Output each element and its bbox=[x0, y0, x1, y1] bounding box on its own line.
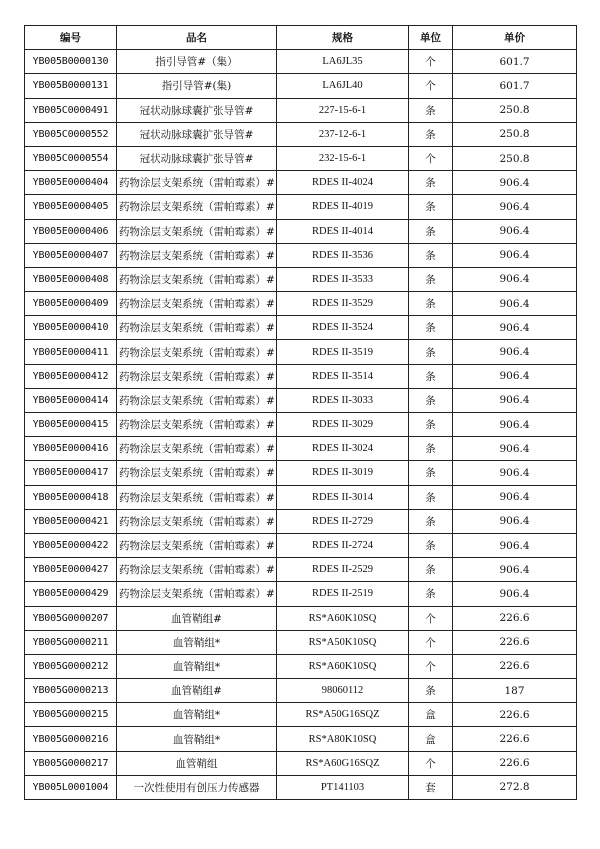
table-row bbox=[25, 146, 577, 170]
price-cell: 906.4 bbox=[453, 219, 577, 243]
name-cell: 指引导管#(集) bbox=[117, 74, 277, 98]
name-cell: 一次性使用有创压力传感器 bbox=[117, 775, 277, 799]
spec-cell: RS*A50G16SQZ bbox=[277, 703, 409, 727]
code-cell: YB005C0000554 bbox=[25, 146, 117, 170]
name-cell: 血管鞘组* bbox=[117, 703, 277, 727]
spec-cell: RS*A60G16SQZ bbox=[277, 751, 409, 775]
spec-cell: RDES II-3536 bbox=[277, 243, 409, 267]
table-row bbox=[25, 437, 577, 461]
unit-cell: 个 bbox=[409, 630, 453, 654]
price-cell: 906.4 bbox=[453, 292, 577, 316]
name-cell: 药物涂层支架系统（雷帕霉素）# bbox=[117, 316, 277, 340]
spec-cell: RDES II-2519 bbox=[277, 582, 409, 606]
unit-cell: 条 bbox=[409, 509, 453, 533]
unit-cell: 条 bbox=[409, 219, 453, 243]
code-cell: YB005E0000407 bbox=[25, 243, 117, 267]
price-cell: 906.4 bbox=[453, 316, 577, 340]
unit-cell: 条 bbox=[409, 195, 453, 219]
spec-cell: RDES II-3019 bbox=[277, 461, 409, 485]
price-cell: 226.6 bbox=[453, 606, 577, 630]
code-cell: YB005E0000408 bbox=[25, 267, 117, 291]
spec-cell: RDES II-3514 bbox=[277, 364, 409, 388]
code-cell: YB005C0000491 bbox=[25, 98, 117, 122]
name-cell: 药物涂层支架系统（雷帕霉素）# bbox=[117, 292, 277, 316]
code-cell: YB005C0000552 bbox=[25, 122, 117, 146]
table-row bbox=[25, 630, 577, 654]
spec-cell: RDES II-3533 bbox=[277, 267, 409, 291]
code-cell: YB005E0000412 bbox=[25, 364, 117, 388]
unit-cell: 条 bbox=[409, 413, 453, 437]
unit-cell: 条 bbox=[409, 292, 453, 316]
table-row bbox=[25, 219, 577, 243]
header-name: 品名 bbox=[117, 26, 277, 50]
price-cell: 250.8 bbox=[453, 98, 577, 122]
code-cell: YB005E0000410 bbox=[25, 316, 117, 340]
price-cell: 906.4 bbox=[453, 340, 577, 364]
table-row bbox=[25, 485, 577, 509]
unit-cell: 条 bbox=[409, 98, 453, 122]
price-cell: 906.4 bbox=[453, 509, 577, 533]
table-row bbox=[25, 122, 577, 146]
name-cell: 血管鞘组# bbox=[117, 679, 277, 703]
code-cell: YB005G0000215 bbox=[25, 703, 117, 727]
code-cell: YB005E0000418 bbox=[25, 485, 117, 509]
price-cell: 906.4 bbox=[453, 364, 577, 388]
spec-cell: RDES II-3529 bbox=[277, 292, 409, 316]
code-cell: YB005E0000421 bbox=[25, 509, 117, 533]
spec-cell: 227-15-6-1 bbox=[277, 98, 409, 122]
price-cell: 906.4 bbox=[453, 413, 577, 437]
code-cell: YB005G0000216 bbox=[25, 727, 117, 751]
unit-cell: 条 bbox=[409, 171, 453, 195]
price-cell: 272.8 bbox=[453, 775, 577, 799]
table-row bbox=[25, 461, 577, 485]
unit-cell: 条 bbox=[409, 437, 453, 461]
price-cell: 601.7 bbox=[453, 50, 577, 74]
spec-cell: RS*A50K10SQ bbox=[277, 630, 409, 654]
code-cell: YB005B0000130 bbox=[25, 50, 117, 74]
code-cell: YB005E0000404 bbox=[25, 171, 117, 195]
name-cell: 药物涂层支架系统（雷帕霉素）# bbox=[117, 461, 277, 485]
table-row bbox=[25, 50, 577, 74]
unit-cell: 个 bbox=[409, 74, 453, 98]
code-cell: YB005G0000213 bbox=[25, 679, 117, 703]
spec-cell: RDES II-3524 bbox=[277, 316, 409, 340]
name-cell: 药物涂层支架系统（雷帕霉素）# bbox=[117, 340, 277, 364]
unit-cell: 条 bbox=[409, 243, 453, 267]
spec-cell: RDES II-2724 bbox=[277, 533, 409, 557]
spec-cell: PT141103 bbox=[277, 775, 409, 799]
spec-cell: RDES II-3024 bbox=[277, 437, 409, 461]
name-cell: 药物涂层支架系统（雷帕霉素）# bbox=[117, 558, 277, 582]
price-cell: 226.6 bbox=[453, 654, 577, 678]
table-row bbox=[25, 267, 577, 291]
table-row bbox=[25, 364, 577, 388]
name-cell: 血管鞘组* bbox=[117, 654, 277, 678]
unit-cell: 条 bbox=[409, 485, 453, 509]
code-cell: YB005G0000211 bbox=[25, 630, 117, 654]
price-cell: 226.6 bbox=[453, 703, 577, 727]
spec-cell: RDES II-3033 bbox=[277, 388, 409, 412]
price-cell: 906.4 bbox=[453, 582, 577, 606]
unit-cell: 个 bbox=[409, 751, 453, 775]
name-cell: 药物涂层支架系统（雷帕霉素）# bbox=[117, 267, 277, 291]
table-row bbox=[25, 679, 577, 703]
name-cell: 药物涂层支架系统（雷帕霉素）# bbox=[117, 582, 277, 606]
code-cell: YB005E0000429 bbox=[25, 582, 117, 606]
code-cell: YB005L0001004 bbox=[25, 775, 117, 799]
table-row bbox=[25, 316, 577, 340]
price-cell: 906.4 bbox=[453, 461, 577, 485]
code-cell: YB005E0000416 bbox=[25, 437, 117, 461]
price-cell: 601.7 bbox=[453, 74, 577, 98]
spec-cell: RS*A80K10SQ bbox=[277, 727, 409, 751]
unit-cell: 个 bbox=[409, 146, 453, 170]
code-cell: YB005E0000417 bbox=[25, 461, 117, 485]
table-row bbox=[25, 533, 577, 557]
price-cell: 906.4 bbox=[453, 388, 577, 412]
unit-cell: 条 bbox=[409, 582, 453, 606]
table-row bbox=[25, 195, 577, 219]
table-row bbox=[25, 654, 577, 678]
table-row bbox=[25, 74, 577, 98]
unit-cell: 条 bbox=[409, 316, 453, 340]
table-row bbox=[25, 751, 577, 775]
spec-cell: RDES II-3519 bbox=[277, 340, 409, 364]
table-row bbox=[25, 582, 577, 606]
price-cell: 906.4 bbox=[453, 533, 577, 557]
table-row bbox=[25, 775, 577, 799]
price-cell: 250.8 bbox=[453, 122, 577, 146]
table-row bbox=[25, 558, 577, 582]
table-row bbox=[25, 509, 577, 533]
unit-cell: 个 bbox=[409, 654, 453, 678]
name-cell: 血管鞘组# bbox=[117, 606, 277, 630]
name-cell: 指引导管#（集） bbox=[117, 50, 277, 74]
price-cell: 906.4 bbox=[453, 437, 577, 461]
unit-cell: 条 bbox=[409, 364, 453, 388]
unit-cell: 条 bbox=[409, 340, 453, 364]
code-cell: YB005E0000414 bbox=[25, 388, 117, 412]
code-cell: YB005E0000405 bbox=[25, 195, 117, 219]
spec-cell: 237-12-6-1 bbox=[277, 122, 409, 146]
name-cell: 冠状动脉球囊扩张导管# bbox=[117, 146, 277, 170]
name-cell: 血管鞘组 bbox=[117, 751, 277, 775]
name-cell: 冠状动脉球囊扩张导管# bbox=[117, 98, 277, 122]
code-cell: YB005G0000217 bbox=[25, 751, 117, 775]
code-cell: YB005E0000411 bbox=[25, 340, 117, 364]
price-cell: 906.4 bbox=[453, 195, 577, 219]
table-body bbox=[25, 50, 577, 800]
name-cell: 药物涂层支架系统（雷帕霉素）# bbox=[117, 533, 277, 557]
price-table bbox=[24, 25, 577, 800]
spec-cell: RDES II-4014 bbox=[277, 219, 409, 243]
spec-cell: RDES II-4024 bbox=[277, 171, 409, 195]
table-row bbox=[25, 606, 577, 630]
name-cell: 血管鞘组* bbox=[117, 727, 277, 751]
code-cell: YB005E0000427 bbox=[25, 558, 117, 582]
price-cell: 187 bbox=[453, 679, 577, 703]
spec-cell: 98060112 bbox=[277, 679, 409, 703]
price-cell: 250.8 bbox=[453, 146, 577, 170]
header-unit: 单位 bbox=[409, 26, 453, 50]
spec-cell: RDES II-2729 bbox=[277, 509, 409, 533]
header-spec: 规格 bbox=[277, 26, 409, 50]
code-cell: YB005E0000406 bbox=[25, 219, 117, 243]
spec-cell: 232-15-6-1 bbox=[277, 146, 409, 170]
price-cell: 906.4 bbox=[453, 485, 577, 509]
name-cell: 药物涂层支架系统（雷帕霉素）# bbox=[117, 413, 277, 437]
name-cell: 药物涂层支架系统（雷帕霉素）# bbox=[117, 195, 277, 219]
spec-cell: RDES II-3029 bbox=[277, 413, 409, 437]
name-cell: 药物涂层支架系统（雷帕霉素）# bbox=[117, 364, 277, 388]
unit-cell: 条 bbox=[409, 679, 453, 703]
header-price: 单价 bbox=[453, 26, 577, 50]
unit-cell: 个 bbox=[409, 606, 453, 630]
name-cell: 药物涂层支架系统（雷帕霉素）# bbox=[117, 437, 277, 461]
table-header bbox=[25, 26, 577, 50]
name-cell: 药物涂层支架系统（雷帕霉素）# bbox=[117, 388, 277, 412]
code-cell: YB005G0000207 bbox=[25, 606, 117, 630]
spec-cell: LA6JL40 bbox=[277, 74, 409, 98]
price-cell: 906.4 bbox=[453, 243, 577, 267]
price-cell: 906.4 bbox=[453, 558, 577, 582]
spec-cell: RDES II-2529 bbox=[277, 558, 409, 582]
code-cell: YB005E0000409 bbox=[25, 292, 117, 316]
spec-cell: RS*A60K10SQ bbox=[277, 654, 409, 678]
spec-cell: RS*A60K10SQ bbox=[277, 606, 409, 630]
unit-cell: 条 bbox=[409, 558, 453, 582]
unit-cell: 条 bbox=[409, 267, 453, 291]
code-cell: YB005G0000212 bbox=[25, 654, 117, 678]
price-cell: 906.4 bbox=[453, 267, 577, 291]
name-cell: 血管鞘组* bbox=[117, 630, 277, 654]
table-row bbox=[25, 243, 577, 267]
unit-cell: 个 bbox=[409, 50, 453, 74]
code-cell: YB005B0000131 bbox=[25, 74, 117, 98]
unit-cell: 盒 bbox=[409, 727, 453, 751]
table-row bbox=[25, 703, 577, 727]
table-row bbox=[25, 340, 577, 364]
spec-cell: RDES II-3014 bbox=[277, 485, 409, 509]
price-cell: 226.6 bbox=[453, 751, 577, 775]
header-row bbox=[25, 26, 577, 50]
name-cell: 药物涂层支架系统（雷帕霉素）# bbox=[117, 171, 277, 195]
unit-cell: 条 bbox=[409, 533, 453, 557]
unit-cell: 条 bbox=[409, 122, 453, 146]
name-cell: 药物涂层支架系统（雷帕霉素）# bbox=[117, 485, 277, 509]
code-cell: YB005E0000415 bbox=[25, 413, 117, 437]
name-cell: 药物涂层支架系统（雷帕霉素）# bbox=[117, 509, 277, 533]
table-row bbox=[25, 98, 577, 122]
table-row bbox=[25, 727, 577, 751]
price-cell: 906.4 bbox=[453, 171, 577, 195]
unit-cell: 条 bbox=[409, 461, 453, 485]
name-cell: 药物涂层支架系统（雷帕霉素）# bbox=[117, 219, 277, 243]
unit-cell: 条 bbox=[409, 388, 453, 412]
price-cell: 226.6 bbox=[453, 727, 577, 751]
table-row bbox=[25, 388, 577, 412]
unit-cell: 套 bbox=[409, 775, 453, 799]
spec-cell: RDES II-4019 bbox=[277, 195, 409, 219]
header-code: 编号 bbox=[25, 26, 117, 50]
table-row bbox=[25, 292, 577, 316]
name-cell: 药物涂层支架系统（雷帕霉素）# bbox=[117, 243, 277, 267]
table-row bbox=[25, 413, 577, 437]
name-cell: 冠状动脉球囊扩张导管# bbox=[117, 122, 277, 146]
price-cell: 226.6 bbox=[453, 630, 577, 654]
code-cell: YB005E0000422 bbox=[25, 533, 117, 557]
unit-cell: 盒 bbox=[409, 703, 453, 727]
spec-cell: LA6JL35 bbox=[277, 50, 409, 74]
table-row bbox=[25, 171, 577, 195]
